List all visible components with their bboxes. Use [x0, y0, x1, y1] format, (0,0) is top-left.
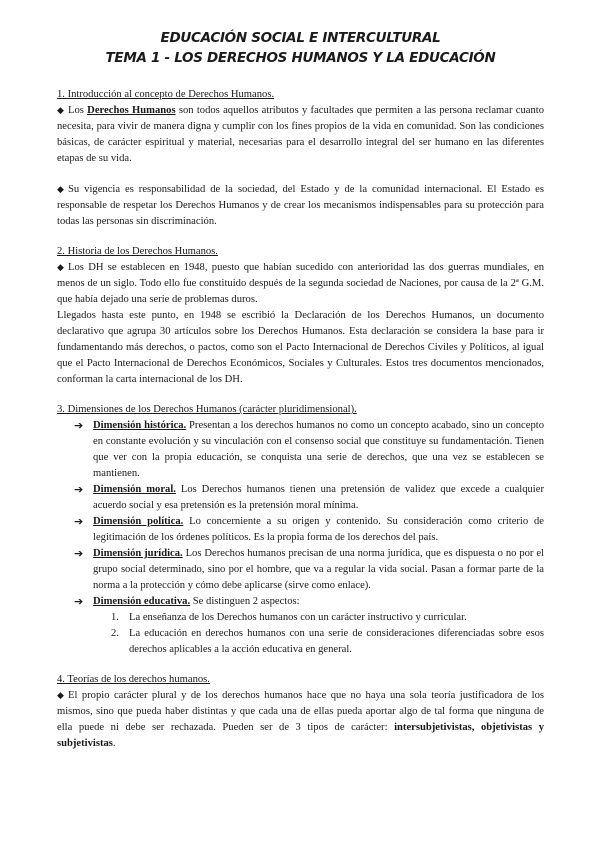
section-3: [57, 402, 544, 658]
sub-list-text: La enseñanza de los Derechos humanos con un carácter instructivo y curricular.: [129, 612, 467, 623]
dimension-item: [57, 418, 544, 482]
text-run: Los DH se establecen en 1948, puesto que habían sucedido con anterioridad las dos guerras mundiales, en menos de un siglo. Todo ello fue constituido después de la segunda sociedad de Naciones, por causa de la 2ª G.M. que había dejado una serie de problemas duros.: [57, 262, 544, 305]
dimension-text: Los Derechos humanos precisan de una norma jurídica, que es dispuesta o no por el grupo social determinado, sino por el hombre, que va a regular la vida social. Pasan a formar parte de la norma a la protección y cómo debe aplicarse (sirve como enlace).: [93, 548, 544, 591]
section-4-heading: 4. Teorías de los derechos humanos.: [57, 674, 210, 685]
list-number: 2.: [111, 628, 119, 639]
dimension-term: Dimensión educativa.: [93, 596, 191, 607]
section-2-paragraph-2: Llegados hasta este punto, en 1948 se escribió la Declaración de los Derechos Humanos, un documento declarativo que agrupa 30 artículos sobre los Derechos Humanos. Esta declaración se considera la base para ir fundamentando más derechos, o pactos, como son el Pacto Internacional de Derechos Civiles y Políticos, al igual que el Pacto Internacional de Derechos Económicos, Sociales y Culturales. Estos tres documentos mencionados, conforman la carta internacional de los DH.: [57, 310, 544, 385]
dimension-item: [57, 482, 544, 514]
title-line-1: EDUCACIÓN SOCIAL E INTERCULTURAL: [160, 30, 441, 46]
section-2: [57, 244, 544, 388]
arrow-right-icon: ➔: [74, 419, 84, 432]
theory-types: intersubjetivistas, objetivistas y subjetivistas: [57, 722, 544, 749]
text-run: Su vigencia es responsabilidad de la sociedad, del Estado y de la comunidad internacional. El Estado es responsable de respetar los Derechos Humanos y de crear los mecanismos indispensables para su protección para todas las personas sin discriminación.: [57, 184, 544, 227]
diamond-bullet-icon: ◆: [57, 106, 64, 116]
dimension-text: Se distinguen 2 aspectos:: [190, 596, 300, 607]
arrow-right-icon: ➔: [74, 515, 84, 528]
section-1-paragraph-2: [57, 182, 544, 230]
arrow-right-icon: ➔: [74, 483, 84, 496]
section-2-heading: 2. Historia de los Derechos Humanos.: [57, 246, 218, 257]
diamond-bullet-icon: ◆: [57, 263, 64, 273]
arrow-right-icon: ➔: [74, 595, 84, 608]
dimension-item: [57, 514, 544, 546]
section-3-heading: 3. Dimensiones de los Derechos Humanos (carácter pluridimensional).: [57, 404, 357, 415]
sub-list-item: [57, 626, 544, 658]
dimension-text: Los Derechos humanos tienen una pretensión de validez que excede a cualquier acuerdo social y esa pretensión es la pretensión moral mínima.: [93, 484, 544, 511]
arrow-right-icon: ➔: [74, 547, 84, 560]
dimension-item: [57, 594, 544, 610]
section-2-paragraph-1: [57, 260, 544, 308]
section-1: [57, 87, 544, 230]
dimension-term: Dimensión política.: [93, 516, 184, 527]
list-number: 1.: [111, 612, 119, 623]
text-run: .: [112, 738, 116, 749]
title-line-2: TEMA 1 - LOS DERECHOS HUMANOS Y LA EDUCACIÓN: [105, 50, 496, 66]
sub-list-item: [57, 610, 544, 626]
dimension-text: Presentan a los derechos humanos no como un concepto acabado, sino un concepto en constante evolución y su vinculación con el consenso social que constituye su fundamentación. Tienen que ver con la propia educación, se conquista una serie de derechos, que una vez se establecen se mantienen.: [93, 420, 544, 479]
dimension-term: Dimensión histórica.: [93, 420, 187, 431]
section-4: [57, 672, 544, 752]
diamond-bullet-icon: ◆: [57, 691, 64, 701]
diamond-bullet-icon: ◆: [57, 185, 64, 195]
section-4-paragraph-1: [57, 688, 544, 752]
dimension-term: Dimensión moral.: [93, 484, 176, 495]
text-run: Los: [68, 105, 88, 116]
document-title: [57, 28, 544, 68]
dimension-item: [57, 546, 544, 594]
dimension-term: Dimensión jurídica.: [93, 548, 183, 559]
text-run: son todos aquellos atributos y facultades que permiten a las persona reclamar cuanto necesita, para vivir de manera digna y cumplir con los fines propios de la vida en comunidad. Son las condiciones básicas, de carácter espiritual y material, necesarias para el desarrollo integral del ser humano en las diferentes etapas de su vida.: [57, 105, 545, 164]
text-run: El propio carácter plural y de los derechos humanos hace que no haya una sola teoría justificadora de los mismos, sino que pueda haber distintas y que cada una de ellas pueda aportar algo de tal forma que ninguna de ella puede ni debe ser rechazada. Pueden ser de 3 tipos de carácter:: [57, 690, 544, 733]
section-1-heading: 1. Introducción al concepto de Derechos Humanos.: [57, 89, 275, 100]
section-1-paragraph-1: [57, 103, 544, 167]
dimension-text: Lo concerniente a su origen y contenido. Su consideración como criterio de legitimación de los órdenes políticos. Es la propia forma de los derechos del país.: [93, 516, 544, 543]
term-derechos-humanos: Derechos Humanos: [87, 105, 176, 116]
sub-list-text: La educación en derechos humanos con una serie de consideraciones diferenciadas sobre esos derechos aplicables a la acción educativa en general.: [129, 628, 544, 655]
